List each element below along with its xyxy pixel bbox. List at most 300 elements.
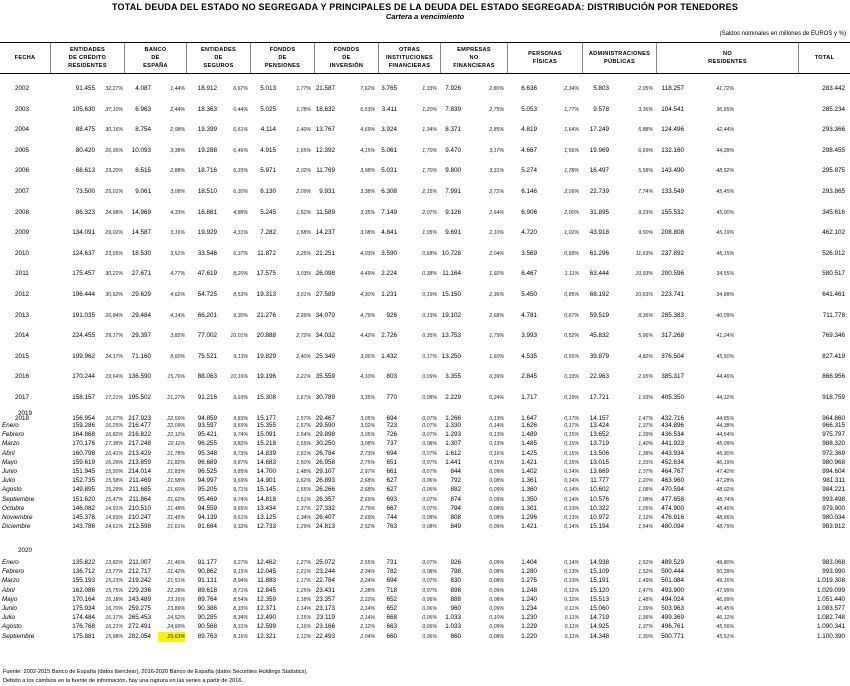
cell-value: 136.712 (72, 568, 95, 576)
cell-value: 4.720 (521, 229, 537, 237)
cell-percent: 0,07% (422, 496, 437, 503)
cell-value: 12.490 (256, 614, 276, 622)
cell-value: 135.822 (72, 559, 95, 566)
cell-percent: 1,20% (638, 478, 653, 485)
cell-percent: 1,12% (638, 515, 653, 521)
cell-value: 18.363 (197, 105, 217, 113)
table-row (0, 249, 850, 259)
cell-value: 2.726 (381, 332, 397, 340)
cell-value: 14.719 (589, 614, 609, 622)
column-header-7: EMPRESAS NO FINANCIERAS (440, 43, 507, 73)
cell-percent: 0,15% (564, 459, 579, 466)
cell-percent: 4,69% (360, 127, 375, 134)
cell-percent: 34,55% (716, 271, 734, 278)
cell-percent: 2,40% (296, 353, 311, 360)
cell-value: 12.045 (256, 568, 276, 576)
row-date-label: Agosto (2, 486, 22, 494)
cell-value: 500.444 (661, 568, 684, 576)
cell-value: 211.864 (128, 495, 151, 503)
cell-percent: 2,97% (360, 469, 375, 475)
cell-value: 5.025 (260, 105, 276, 113)
cell-percent: 1,67% (296, 395, 311, 401)
cell-percent: 0,19% (422, 292, 437, 298)
column-header-3: ENTIDADES DE SEGUROS (186, 43, 250, 73)
cell-value: 926 (386, 311, 397, 319)
cell-percent: 22,09% (167, 423, 185, 429)
cell-value: 265.453 (128, 614, 151, 622)
cell-percent: 48,79% (716, 524, 734, 531)
cell-value: 23.166 (315, 623, 335, 631)
cell-value: 20.888 (256, 332, 276, 340)
cell-total: 1.090.341 (816, 623, 845, 631)
table-row (0, 105, 850, 115)
cell-percent: 4,14% (170, 312, 185, 319)
cell-value: 792 (450, 477, 461, 485)
cell-percent: 1,11% (564, 271, 579, 278)
cell-value: 830 (450, 577, 461, 585)
cell-value: 26.266 (315, 486, 335, 494)
cell-value: 90.386 (197, 605, 217, 612)
cell-percent: 1,21% (296, 569, 311, 576)
cell-percent: 16,18% (105, 596, 123, 603)
cell-percent: 15,98% (105, 633, 123, 640)
cell-percent: 26,95% (105, 147, 123, 154)
cell-percent: 4,82% (638, 353, 653, 360)
cell-percent: 1,50% (296, 459, 311, 466)
cell-percent: 3,16% (170, 230, 185, 237)
cell-value: 477.658 (661, 495, 684, 503)
cell-percent: 45,56% (716, 624, 734, 631)
cell-percent: 9,71% (233, 487, 248, 494)
cell-percent: 1,56% (564, 147, 579, 154)
cell-percent: 49,80% (716, 560, 734, 566)
cell-percent: 9,61% (233, 515, 248, 521)
year-heading-2020: 2020 (18, 547, 33, 554)
cell-percent: 1,48% (296, 469, 311, 475)
cell-value: 29.484 (131, 311, 151, 319)
cell-value: 63.444 (589, 270, 609, 278)
table-header (0, 42, 850, 74)
cell-value: 1.307 (445, 440, 461, 448)
cell-value: 874 (450, 495, 461, 503)
cell-percent: 48,52% (716, 168, 734, 175)
cell-percent: 11,63% (635, 250, 653, 257)
cell-percent: 2,04% (360, 633, 375, 640)
cell-percent: 0,16% (489, 450, 504, 457)
cell-value: 162.086 (72, 586, 95, 594)
cell-value: 136.590 (128, 373, 151, 381)
cell-value: 96.255 (197, 440, 217, 448)
cell-percent: 44,85% (716, 415, 734, 422)
cell-total: 298.455 (822, 146, 845, 154)
cell-value: 94.997 (197, 477, 217, 485)
cell-value: 90.285 (197, 614, 217, 622)
cell-percent: 1,52% (638, 560, 653, 566)
cell-value: 159.286 (72, 422, 95, 429)
cell-percent: 1,14% (296, 606, 311, 612)
cell-percent: 0,09% (489, 624, 504, 631)
cell-value: 694 (386, 449, 397, 457)
cell-value: 10.728 (441, 249, 461, 257)
cell-value: 18.530 (131, 249, 151, 257)
table-row (0, 522, 850, 532)
cell-percent: 2,85% (489, 127, 504, 134)
cell-value: 19.829 (256, 352, 276, 360)
cell-percent: 1,70% (422, 147, 437, 154)
cell-value: 11.883 (257, 577, 276, 585)
cell-percent: 4,33% (170, 209, 185, 216)
cell-value: 1.626 (521, 422, 537, 429)
cell-percent: 14,83% (105, 515, 123, 521)
cell-percent: 46,19% (716, 459, 734, 466)
cell-value: 33.546 (197, 249, 217, 257)
cell-value: 216.477 (128, 422, 151, 429)
cell-value: 54.725 (197, 291, 217, 298)
cell-percent: 2,34% (564, 86, 579, 92)
cell-value: 1.275 (521, 577, 537, 585)
column-header-6: OTRAS INSTITUCIONES FINANCIERAS (378, 43, 440, 73)
cell-value: 463.960 (661, 477, 684, 485)
cell-percent: 1,16% (296, 624, 311, 631)
cell-percent: 0,13% (564, 569, 579, 576)
row-date-label: Diciembre (2, 523, 31, 531)
cell-percent: 2,24% (360, 578, 375, 585)
cell-value: 1.231 (381, 291, 397, 298)
cell-percent: 1,34% (296, 515, 311, 521)
cell-value: 19.288 (197, 146, 217, 154)
row-date-label: 2017 (14, 394, 29, 401)
cell-value: 5.245 (260, 208, 276, 216)
cell-percent: 0,06% (422, 615, 437, 622)
cell-value: 237.892 (661, 249, 684, 257)
cell-value: 19.313 (256, 291, 276, 298)
cell-percent: 1,79% (489, 333, 504, 340)
cell-value: 1.402 (521, 468, 537, 475)
cell-value: 723 (386, 422, 397, 429)
cell-value: 91.455 (75, 85, 95, 92)
cell-value: 95.205 (197, 486, 217, 494)
cell-value: 96.689 (197, 458, 217, 466)
cell-percent: 45,45% (716, 189, 734, 195)
cell-value: 3.569 (521, 249, 537, 257)
cell-value: 89.618 (197, 586, 217, 594)
cell-percent: 1,30% (638, 633, 653, 640)
cell-value: 5.803 (593, 85, 609, 92)
cell-value: 1.280 (521, 568, 537, 576)
row-date-label: 2018 (14, 414, 29, 422)
cell-percent: 16,21% (105, 624, 123, 631)
cell-percent: 3,01% (296, 292, 311, 298)
cell-percent: 1,52% (296, 478, 311, 485)
cell-value: 143.490 (661, 167, 684, 175)
cell-percent: 0,11% (564, 615, 579, 622)
cell-percent: 0,06% (422, 487, 437, 494)
cell-value: 217.248 (128, 440, 151, 448)
cell-value: 3.924 (381, 126, 397, 134)
cell-percent: 2,72% (489, 189, 504, 195)
column-header-8: PERSONAS FÍSICAS (507, 43, 582, 73)
cell-total: 1.100.390 (816, 632, 845, 640)
cell-value: 1.229 (521, 623, 537, 631)
cell-total: 975.797 (822, 431, 845, 439)
cell-value: 31.895 (589, 208, 609, 216)
cell-value: 16.881 (197, 208, 217, 216)
cell-value: 694 (386, 577, 397, 585)
cell-percent: 0,11% (564, 606, 579, 612)
cell-value: 229.236 (128, 586, 151, 594)
cell-value: 15.218 (256, 440, 276, 448)
cell-percent: 0,14% (564, 524, 579, 531)
cell-percent: 30,16% (105, 127, 123, 134)
cell-value: 19.929 (197, 229, 217, 237)
cell-value: 663 (386, 623, 397, 631)
cell-percent: 1,51% (296, 496, 311, 503)
cell-percent: 0,06% (422, 633, 437, 640)
cell-percent: 21,62% (167, 496, 185, 503)
cell-percent: 2,68% (489, 312, 504, 319)
cell-value: 499.369 (661, 614, 684, 622)
cell-total: 580.517 (822, 270, 845, 278)
cell-value: 661 (386, 468, 397, 475)
cell-percent: 16,82% (105, 432, 123, 439)
cell-percent: 15,75% (105, 587, 123, 594)
cell-percent: 2,09% (296, 189, 311, 195)
cell-value: 627 (386, 486, 397, 494)
cell-percent: 8,33% (233, 606, 248, 612)
cell-percent: 34,88% (716, 292, 734, 298)
cell-value: 882 (450, 486, 461, 494)
cell-value: 452.634 (661, 458, 684, 466)
cell-value: 29.629 (131, 291, 151, 298)
cell-value: 19.196 (256, 373, 276, 381)
cell-percent: 22,59% (167, 415, 185, 422)
cell-percent: 16,17% (105, 615, 123, 622)
cell-percent: 0,17% (422, 353, 437, 360)
row-date-label: 2006 (14, 167, 29, 175)
cell-value: 443.934 (661, 449, 684, 457)
cell-value: 158.157 (72, 394, 95, 401)
cell-percent: 2,55% (360, 560, 375, 566)
cell-value: 159.619 (72, 458, 95, 466)
cell-percent: 16,70% (105, 606, 123, 612)
footnote-source: Fuente: 2002-2015 Banco de España (datos Iberclear), 2016-2020 Banco de España (datos Securities Holdings Statistics). (3, 669, 308, 675)
cell-value: 191.035 (72, 311, 95, 319)
cell-percent: 3,05% (360, 432, 375, 439)
cell-value: 45.832 (589, 332, 609, 340)
cell-percent: 1,39% (638, 432, 653, 439)
cell-percent: 0,07% (422, 459, 437, 466)
cell-value: 93.597 (197, 422, 217, 429)
cell-value: 10.602 (589, 486, 609, 494)
cell-percent: 1,47% (638, 587, 653, 594)
table-row (0, 352, 850, 362)
cell-percent: 1,51% (296, 450, 311, 457)
cell-value: 1.234 (521, 605, 537, 612)
cell-percent: 2,14% (360, 606, 375, 612)
cell-percent: 4,15% (360, 147, 375, 154)
cell-percent: 1,54% (296, 432, 311, 439)
cell-value: 94.139 (197, 514, 217, 521)
column-header-1: ENTIDADES DE CRÉDITO RESIDENTES (50, 43, 124, 73)
cell-value: 210.510 (128, 504, 151, 512)
cell-percent: 0,24% (489, 395, 504, 401)
cell-value: 26.098 (315, 270, 335, 278)
cell-value: 14.901 (256, 477, 276, 485)
cell-percent: 3,31% (489, 168, 504, 175)
cell-value: 898 (450, 586, 461, 594)
cell-total: 285.234 (822, 105, 845, 113)
cell-value: 9.126 (445, 208, 461, 216)
cell-percent: 10,93% (635, 271, 653, 278)
cell-value: 223.741 (661, 291, 684, 298)
row-date-label: 2013 (14, 311, 29, 319)
cell-value: 22.493 (315, 632, 335, 640)
cell-value: 24.813 (315, 523, 335, 531)
column-header-4: FONDOS DE PENSIONES (250, 43, 314, 73)
cell-percent: 0,07% (422, 432, 437, 439)
cell-value: 627 (386, 477, 397, 485)
cell-percent: 1,47% (638, 415, 653, 422)
cell-percent: 8,53% (233, 292, 248, 298)
cell-value: 12.462 (256, 559, 276, 566)
cell-percent: 2,52% (360, 524, 375, 531)
cell-value: 224.455 (72, 332, 95, 340)
cell-value: 668 (386, 614, 397, 622)
cell-value: 436.534 (661, 431, 684, 439)
cell-percent: 1,49% (638, 578, 653, 585)
cell-percent: 7,62% (360, 86, 375, 92)
cell-value: 195.502 (128, 394, 151, 401)
cell-value: 91.684 (197, 523, 217, 531)
cell-percent: 0,08% (422, 441, 437, 448)
cell-value: 9.931 (319, 188, 335, 195)
cell-percent: 23,20% (105, 168, 123, 175)
row-date-label: Junio (2, 468, 18, 475)
cell-value: 29.467 (315, 414, 335, 422)
cell-percent: 6,33% (233, 168, 248, 175)
cell-percent: 1,77% (296, 86, 311, 92)
cell-percent: 8,31% (233, 624, 248, 631)
cell-percent: 30,62% (105, 292, 123, 298)
cell-value: 30.789 (315, 394, 335, 401)
table-row (0, 632, 850, 642)
cell-value: 14.938 (589, 559, 609, 566)
cell-value: 6.963 (135, 105, 151, 113)
cell-percent: 0,09% (489, 487, 504, 494)
cell-value: 376.504 (661, 352, 684, 360)
cell-percent: 30,22% (105, 271, 123, 278)
cell-value: 196.444 (72, 291, 95, 298)
cell-percent: 3,82% (170, 333, 185, 340)
cell-value: 2.229 (445, 394, 461, 401)
cell-value: 16.497 (589, 167, 609, 175)
cell-value: 8.371 (445, 126, 461, 134)
cell-value: 1.266 (445, 414, 461, 422)
cell-percent: 0,17% (564, 423, 579, 429)
cell-value: 9.800 (445, 167, 461, 175)
cell-value: 11.769 (316, 167, 335, 175)
row-date-label: Julio (2, 614, 15, 622)
cell-percent: 3,02% (360, 423, 375, 429)
cell-value: 25.349 (315, 352, 335, 360)
row-date-label: Enero (2, 559, 19, 566)
cell-percent: 2,75% (360, 459, 375, 466)
cell-value: 104.541 (661, 105, 684, 113)
cell-percent: 0,07% (422, 578, 437, 585)
row-date-label: Marzo (2, 577, 20, 585)
cell-percent: 21,61% (167, 524, 185, 531)
cell-percent: 0,07% (422, 560, 437, 566)
cell-percent: 19,64% (105, 374, 123, 381)
cell-percent: 0,06% (422, 596, 437, 603)
cell-value: 470.594 (661, 486, 684, 494)
cell-value: 15.177 (256, 414, 276, 422)
cell-value: 152.735 (72, 477, 95, 485)
cell-value: 385.317 (661, 373, 684, 381)
cell-value: 9.470 (445, 146, 461, 154)
cell-percent: 0,14% (564, 496, 579, 503)
cell-value: 652 (386, 595, 397, 603)
cell-percent: 15,29% (105, 487, 123, 494)
cell-total: 979.900 (822, 504, 845, 512)
row-date-label: 2014 (14, 332, 29, 340)
cell-value: 10.322 (589, 504, 609, 512)
cell-value: 59.519 (589, 311, 609, 319)
cell-value: 860 (450, 632, 461, 640)
cell-percent: 49,16% (716, 578, 734, 585)
cell-total: 966.315 (822, 422, 845, 429)
cell-value: 243.489 (128, 595, 151, 603)
cell-percent: 0,12% (564, 587, 579, 594)
cell-percent: 3,08% (360, 441, 375, 448)
cell-value: 86.323 (75, 208, 95, 216)
cell-percent: 3,06% (360, 353, 375, 360)
row-date-label: Febrero (2, 568, 25, 576)
cell-value: 124.496 (661, 126, 684, 134)
cell-percent: 0,09% (489, 496, 504, 503)
row-date-label: 2011 (15, 270, 29, 278)
cell-percent: 3,08% (360, 230, 375, 237)
cell-percent: 9,15% (233, 569, 248, 576)
cell-percent: 21,60% (167, 487, 185, 494)
cell-percent: 1,64% (564, 127, 579, 134)
row-date-label: Mayo (2, 595, 18, 603)
cell-value: 13.015 (589, 458, 609, 466)
cell-value: 10.972 (589, 514, 609, 521)
cell-percent: 4,10% (360, 374, 375, 381)
cell-percent: 21,83% (167, 469, 185, 475)
cell-percent: 8,36% (638, 312, 653, 319)
cell-value: 1.612 (445, 449, 461, 457)
cell-percent: 3,35% (360, 395, 375, 401)
cell-value: 15.191 (589, 577, 609, 585)
cell-value: 13.669 (589, 468, 609, 475)
cell-percent: 36,65% (716, 106, 734, 113)
cell-value: 213.429 (128, 449, 151, 457)
cell-percent: 0,07% (422, 415, 437, 422)
cell-percent: 2,69% (360, 515, 375, 521)
cell-percent: 21,48% (167, 505, 185, 512)
table-row (0, 84, 850, 94)
cell-value: 170.244 (72, 373, 95, 381)
cell-percent: 5,88% (638, 127, 653, 134)
cell-value: 145.378 (72, 514, 95, 521)
cell-percent: 47,99% (716, 587, 734, 594)
row-date-label: Agosto (2, 623, 22, 631)
cell-value: 18.510 (197, 188, 217, 195)
cell-value: 14.925 (589, 623, 609, 631)
cell-percent: 0,09% (489, 587, 504, 594)
